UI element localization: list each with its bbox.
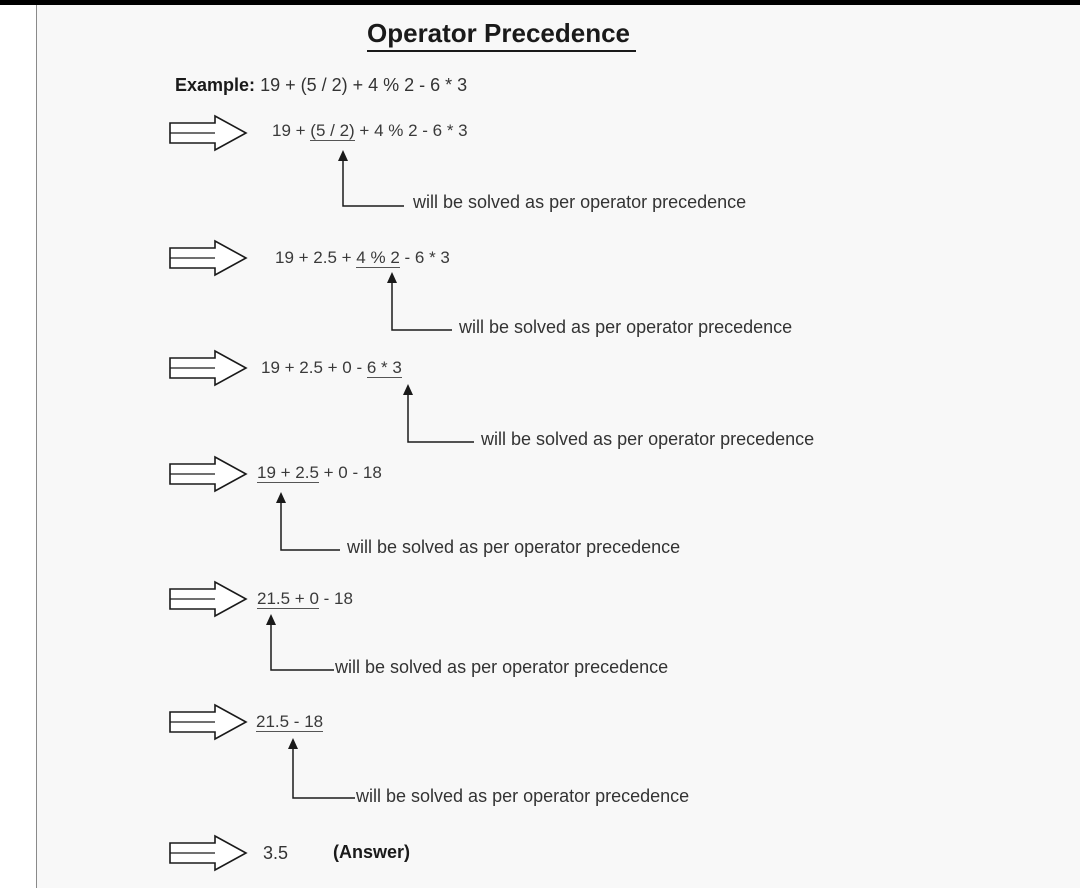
up-arrowhead-icon — [403, 384, 413, 395]
step-arrow-icon — [170, 457, 246, 491]
expr-highlight: 21.5 + 0 — [257, 589, 319, 608]
pointer-connector — [408, 394, 474, 442]
expr-before: 19 + 2.5 + — [275, 248, 357, 267]
example-label: Example: — [175, 75, 256, 95]
step-arrow-icon — [170, 351, 246, 385]
precedence-note: will be solved as per operator precedence — [347, 537, 681, 557]
expr-highlight: 19 + 2.5 — [257, 463, 319, 482]
example-expression: 19 + (5 / 2) + 4 % 2 - 6 * 3 — [260, 75, 468, 95]
step-expression — [257, 589, 353, 609]
step-arrow-icon — [170, 116, 246, 150]
expr-highlight: 6 * 3 — [366, 358, 402, 377]
step-arrow-icon — [170, 582, 246, 616]
pointer-connector — [293, 748, 355, 798]
step-expression — [275, 248, 450, 268]
up-arrowhead-icon — [276, 492, 286, 503]
step-expression — [256, 712, 323, 732]
page-title: Operator Precedence — [367, 18, 636, 52]
precedence-note: will be solved as per operator precedence — [356, 786, 690, 806]
expr-before: 19 + 2.5 + 0 - — [261, 358, 367, 377]
step-expression — [261, 358, 402, 378]
up-arrowhead-icon — [266, 614, 276, 625]
up-arrowhead-icon — [338, 150, 348, 161]
answer-value: 3.5 — [263, 843, 289, 863]
answer-label: (Answer) — [333, 842, 411, 862]
expr-before: 19 + — [272, 121, 311, 140]
step-expression — [257, 463, 382, 483]
expr-highlight: 21.5 - 18 — [256, 712, 324, 731]
step-arrow-icon — [170, 836, 246, 870]
expr-after: - 18 — [318, 589, 353, 608]
pointer-connector — [281, 502, 340, 550]
pointer-connector — [343, 160, 404, 206]
example-line — [175, 75, 467, 96]
expr-after: + 0 - 18 — [318, 463, 382, 482]
step-arrow-icon — [170, 241, 246, 275]
expr-after: - 6 * 3 — [399, 248, 450, 267]
precedence-note: will be solved as per operator precedence — [481, 429, 815, 449]
pointer-connector — [271, 624, 334, 670]
step-expression — [272, 121, 468, 141]
expr-highlight: (5 / 2) — [310, 121, 355, 140]
pointer-connector — [392, 282, 452, 330]
precedence-note: will be solved as per operator precedence — [459, 317, 793, 337]
precedence-note: will be solved as per operator precedence — [335, 657, 669, 677]
up-arrowhead-icon — [387, 272, 397, 283]
up-arrowhead-icon — [288, 738, 298, 749]
step-arrow-icon — [170, 705, 246, 739]
precedence-note: will be solved as per operator precedence — [413, 192, 747, 212]
expr-highlight: 4 % 2 — [356, 248, 400, 267]
expr-after: + 4 % 2 - 6 * 3 — [354, 121, 468, 140]
